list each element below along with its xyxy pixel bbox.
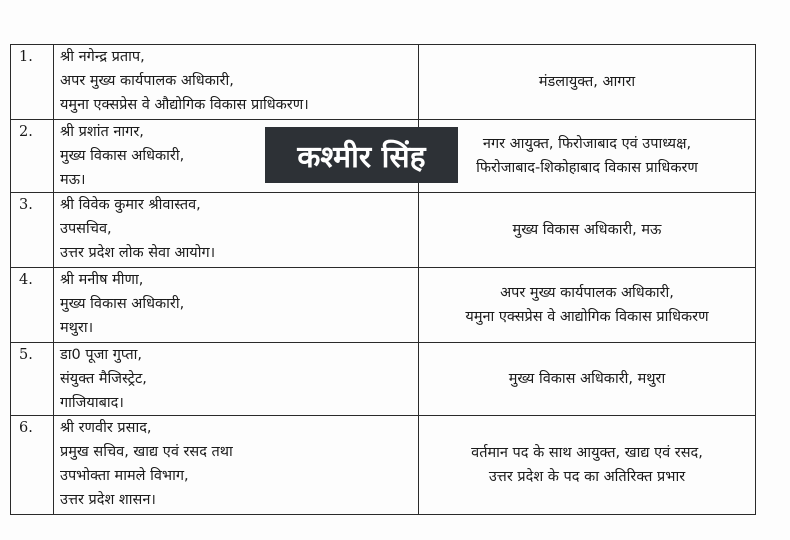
table-row xyxy=(11,416,756,515)
officer-line: श्री प्रशांत नागर, xyxy=(60,124,144,140)
officer-current-post xyxy=(54,193,419,268)
new-posting xyxy=(419,268,756,343)
table-row xyxy=(11,45,756,120)
officer-line: मुख्य विकास अधिकारी, xyxy=(60,148,185,164)
officer-line: यमुना एक्सप्रेस वे औद्योगिक विकास प्राधिकरण। xyxy=(60,97,309,113)
officer-line: अपर मुख्य कार्यपालक अधिकारी, xyxy=(60,73,234,89)
serial-number: 1. xyxy=(11,45,54,120)
posting-line: वर्तमान पद के साथ आयुक्त, खाद्य एवं रसद, xyxy=(471,445,703,461)
posting-line: मंडलायुक्त, आगरा xyxy=(538,74,636,90)
serial-number: 6. xyxy=(11,416,54,515)
posting-line: अपर मुख्य कार्यपालक अधिकारी, xyxy=(500,285,674,301)
officer-line: उपभोक्ता मामले विभाग, xyxy=(60,468,189,484)
new-posting xyxy=(419,343,756,416)
posting-line: मुख्य विकास अधिकारी, मऊ xyxy=(512,222,662,238)
serial-number: 4. xyxy=(11,268,54,343)
officer-line: प्रमुख सचिव, खाद्य एवं रसद तथा xyxy=(60,444,233,460)
officer-line: उत्तर प्रदेश शासन। xyxy=(60,492,156,508)
transfer-orders-table xyxy=(10,44,756,515)
officer-line: संयुक्त मैजिस्ट्रेट, xyxy=(60,371,147,387)
posting-line: यमुना एक्सप्रेस वे आद्योगिक विकास प्राधिकरण xyxy=(465,309,709,325)
officer-current-post xyxy=(54,268,419,343)
serial-number: 3. xyxy=(11,193,54,268)
new-posting xyxy=(419,45,756,120)
officer-current-post xyxy=(54,416,419,515)
officer-line: मथुरा। xyxy=(60,320,94,336)
serial-number: 2. xyxy=(11,120,54,193)
table-row xyxy=(11,193,756,268)
officer-line: श्री विवेक कुमार श्रीवास्तव, xyxy=(60,197,201,213)
officer-line: श्री नगेन्द्र प्रताप, xyxy=(60,49,145,65)
new-posting xyxy=(419,193,756,268)
posting-line: मुख्य विकास अधिकारी, मथुरा xyxy=(508,371,666,387)
name-watermark-banner: कश्मीर सिंह xyxy=(265,127,458,183)
officer-line: गाजियाबाद। xyxy=(60,395,124,411)
new-posting xyxy=(419,120,756,193)
posting-line: उत्तर प्रदेश के पद का अतिरिक्त प्रभार xyxy=(488,469,686,485)
officer-current-post xyxy=(54,45,419,120)
posting-line: फिरोजाबाद-शिकोहाबाद विकास प्राधिकरण xyxy=(476,160,698,176)
new-posting xyxy=(419,416,756,515)
posting-line: नगर आयुक्त, फिरोजाबाद एवं उपाध्यक्ष, xyxy=(482,136,692,152)
officer-line: उत्तर प्रदेश लोक सेवा आयोग। xyxy=(60,245,216,261)
table-row xyxy=(11,268,756,343)
table-row xyxy=(11,343,756,416)
officer-current-post xyxy=(54,343,419,416)
officer-line: श्री मनीष मीणा, xyxy=(60,272,144,288)
serial-number: 5. xyxy=(11,343,54,416)
officer-line: मुख्य विकास अधिकारी, xyxy=(60,296,185,312)
officer-line: डा0 पूजा गुप्ता, xyxy=(60,347,142,363)
officer-line: मऊ। xyxy=(60,172,86,188)
officer-line: श्री रणवीर प्रसाद, xyxy=(60,420,152,436)
officer-line: उपसचिव, xyxy=(60,221,112,237)
